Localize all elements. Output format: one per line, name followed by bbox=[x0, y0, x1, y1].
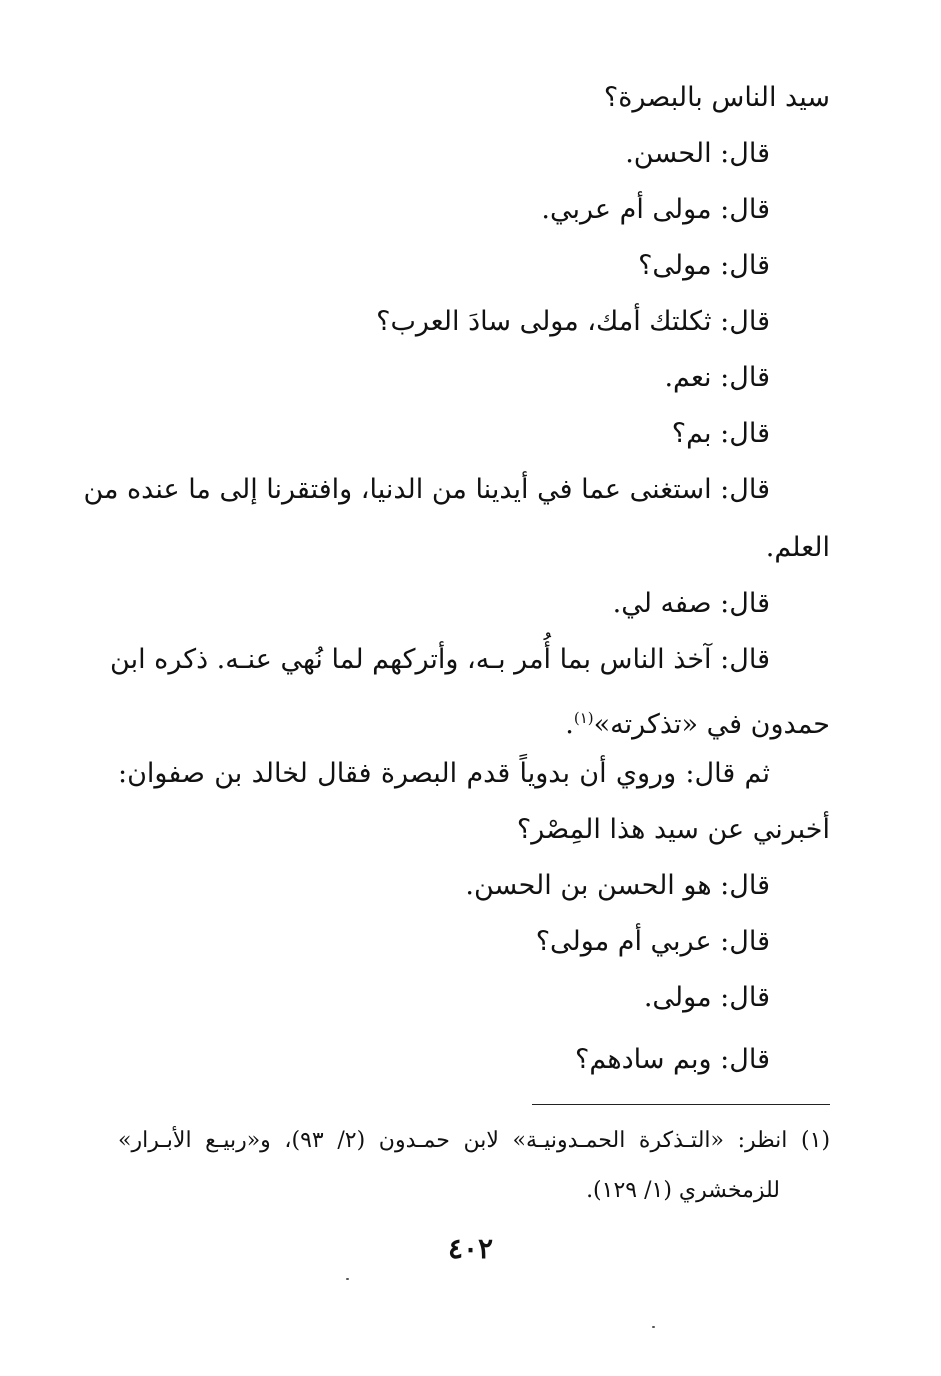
text-line: قال: وبم سادهم؟ bbox=[575, 1044, 770, 1075]
footnote-line: (١) انظر: «التـذكرة الحمـدونيـة» لابن حمـدون (٢/ ٩٣)، و«ربيـع الأبـرار» bbox=[118, 1128, 831, 1153]
text-line: قال: ثكلتك أمك، مولى سادَ العرب؟ bbox=[376, 306, 770, 337]
text-line: أخبرني عن سيد هذا المِصْر؟ bbox=[516, 814, 830, 845]
footnote-divider bbox=[532, 1104, 830, 1105]
text-line: قال: هو الحسن بن الحسن. bbox=[465, 870, 770, 901]
text-line bbox=[565, 698, 830, 745]
footnote-line: للزمخشري (١/ ١٢٩). bbox=[586, 1178, 780, 1203]
text-line: قال: آخذ الناس بما أُمر بـه، وأتركهم لما نُهي عنـه. ذكره ابن bbox=[110, 644, 770, 675]
text-line: العلم. bbox=[765, 532, 830, 563]
text-line: قال: مولى أم عربي. bbox=[541, 194, 770, 225]
text-line: قال: بم؟ bbox=[671, 418, 770, 449]
scan-speck bbox=[346, 1278, 349, 1280]
text-segment: . bbox=[565, 709, 574, 740]
text-line: قال: نعم. bbox=[664, 362, 770, 393]
text-line: قال: استغنى عما في أيدينا من الدنيا، وافتقرنا إلى ما عنده من bbox=[83, 474, 770, 505]
text-segment: حمدون في «تذكرته» bbox=[593, 709, 830, 740]
text-line: قال: صفه لي. bbox=[612, 588, 770, 619]
text-line: سيد الناس بالبصرة؟ bbox=[603, 82, 830, 113]
page-number: ٤٠٢ bbox=[447, 1232, 494, 1265]
text-line: قال: الحسن. bbox=[625, 138, 770, 169]
text-line: قال: مولى. bbox=[643, 982, 770, 1013]
text-line: قال: مولى؟ bbox=[638, 250, 770, 281]
scan-speck bbox=[652, 1326, 655, 1328]
footnote-reference[interactable]: (١) bbox=[573, 709, 594, 727]
text-line: ثم قال: وروي أن بدوياً قدم البصرة فقال لخالد بن صفوان: bbox=[118, 758, 770, 789]
text-line: قال: عربي أم مولى؟ bbox=[535, 926, 770, 957]
